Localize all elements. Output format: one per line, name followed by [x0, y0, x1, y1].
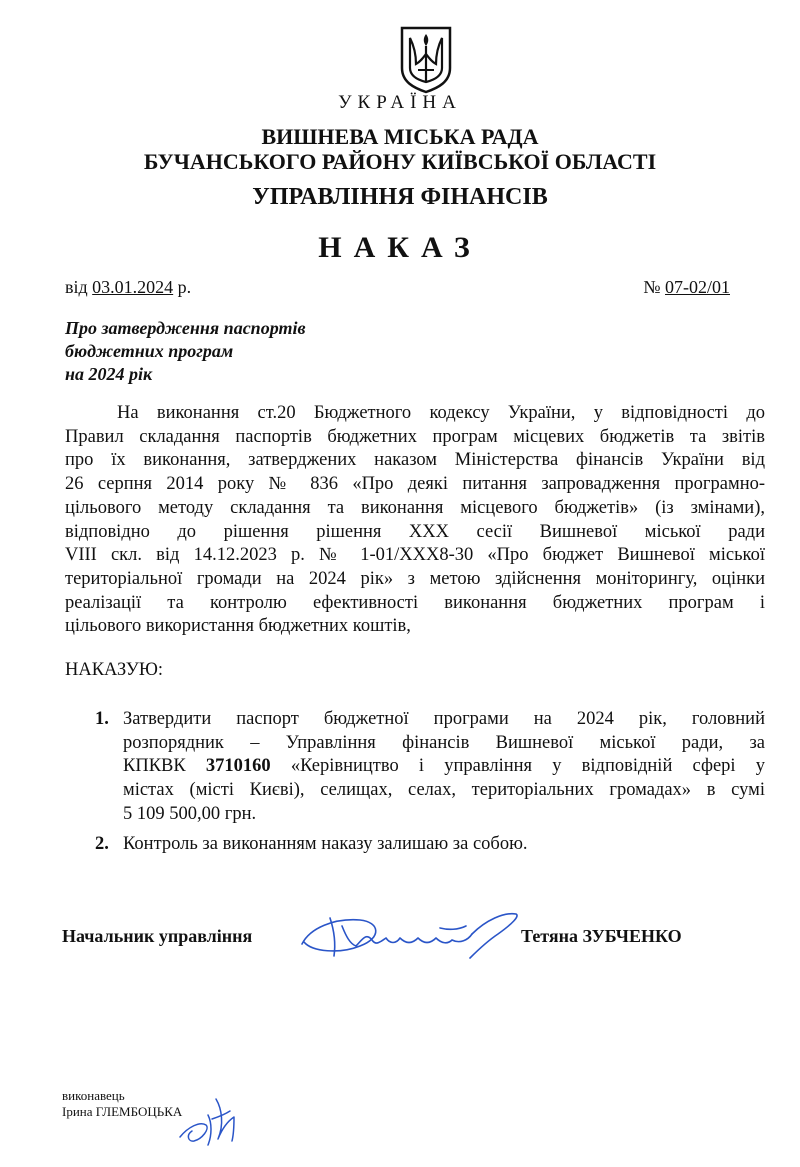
order-subject: Про затвердження паспортів бюджетних програм на 2024 рік	[65, 318, 306, 384]
document-type: НАКАЗ	[318, 231, 482, 264]
executor-name: Ірина ГЛЕМБОЦЬКА	[62, 1104, 183, 1119]
signatory-title: Начальник управління	[62, 926, 253, 946]
order-items	[95, 708, 765, 862]
handwritten-signature-icon	[290, 900, 530, 970]
coat-of-arms-icon	[398, 24, 454, 94]
order-date: від 03.01.2024 р.	[65, 277, 192, 297]
executor-label: виконавець	[62, 1088, 125, 1103]
budget-code: 3710160	[205, 756, 271, 777]
department-name: УПРАВЛІННЯ ФІНАНСІВ	[252, 184, 548, 210]
date-value: 03.01.2024	[92, 277, 174, 297]
country-name: УКРАЇНА	[338, 92, 462, 113]
signatory-name: Тетяна ЗУБЧЕНКО	[521, 926, 682, 946]
executor-signature-icon	[172, 1085, 252, 1150]
list-item: 1. Затвердити паспорт бюджетної програми на 2024 рік, головний розпорядник – Управління фінансів Вишневої міської ради, за КПКВК 3710160 «Керівництво і управління у відповідній сфері у містах (місті Києві), селищах, селах, територіальних громадах» в сумі 5 109 500,00 грн.	[95, 709, 766, 824]
organization-district: БУЧАНСЬКОГО РАЙОНУ КИЇВСЬКОЇ ОБЛАСТІ	[143, 149, 657, 174]
number-value: 07-02/01	[665, 277, 730, 297]
list-item: 2. Контроль за виконанням наказу залишаю за собою.	[95, 833, 528, 854]
order-number: № 07-02/01	[643, 277, 730, 297]
order-directive: НАКАЗУЮ:	[65, 660, 164, 680]
preamble-paragraph: На виконання ст.20 Бюджетного кодексу України, у відповідності до Правил складання паспортів бюджетних програм місцевих бюджетів та звітів про їх виконання, затверджених наказом Міністерства фінансів України від 26 серпня 2014 року № 836 «Про деякі питання запровадження програмно- цільового методу складання та виконання місцевого бюджетів» (із змінами), відповідно до рішення рішення ХХХ сесії Вишневої міської ради VIII скл. від 14.12.2023 р. № 1-01/ХХХ8-30 «Про бюджет Вишневої міської територіальної громади на 2024 рік» з метою здійснення моніторингу, оцінки реалізації та контролю ефективності виконання бюджетних програм і цільового використання бюджетних коштів,	[65, 403, 765, 637]
organization-name: ВИШНЕВА МІСЬКА РАДА	[261, 124, 539, 149]
